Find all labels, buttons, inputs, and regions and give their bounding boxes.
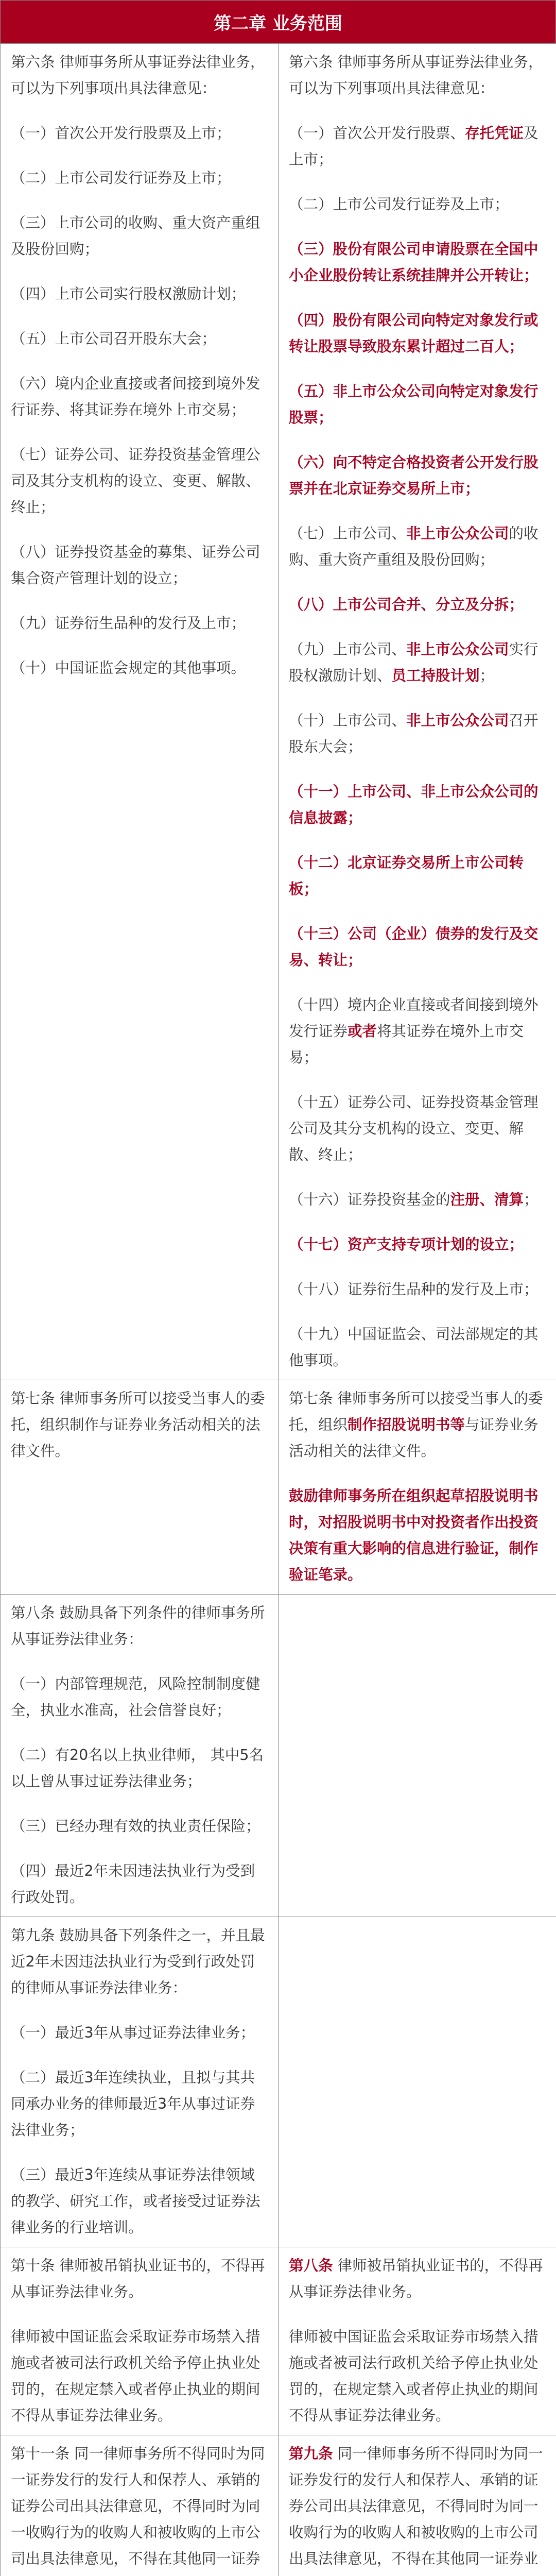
amended-text: 第九条 <box>289 2445 333 2462</box>
clause-paragraph <box>11 210 268 262</box>
amended-text: （四）股份有限公司向特定对象发行或转让股票导致股东累计超过二百人； <box>289 312 538 355</box>
clause-text: 与证券业务活动相关的法律文件。 <box>289 1416 538 1460</box>
clause-text: （二）上市公司发行证券及上市； <box>11 170 231 187</box>
amended-text: 上市公司合并、分立及分拆； <box>333 596 524 613</box>
old-version-cell <box>1 1380 279 1595</box>
amended-text: 非上市公众公司 <box>406 525 509 542</box>
clause-text: 第六条 律师事务所从事证券法律业务，可以为下列事项出具法律意见： <box>11 54 265 97</box>
old-version-cell <box>1 1917 279 2247</box>
clause-text: （九）证券衍生品种的发行及上市； <box>11 615 246 632</box>
clause-text: 将其证券在境外上市交易； <box>289 1023 524 1066</box>
clause-text: 同一律师事务所不得同时为同一证券发行的发行人和保荐人、承销的证券公司出具法律意见，不得同时为同一收购行为的收购人和被收购的上市公司出具法律意见，不得在其他同一证券业 <box>289 2445 543 2567</box>
clause-text: 第六条 律师事务所从事证券法律业务，可以为下列事项出具法律意见： <box>289 54 543 97</box>
old-version-cell <box>1 2247 279 2435</box>
new-version-cell <box>279 1380 556 1595</box>
clause-paragraph <box>289 1187 546 1213</box>
clause-paragraph <box>11 1600 268 1652</box>
clause-text: 第八条 鼓励具备下列条件的律师事务所从事证券法律业务： <box>11 1604 265 1648</box>
clause-paragraph <box>289 707 546 760</box>
clause-text: 第七条 律师事务所可以接受当事人的委托，组织制作与证券业务活动相关的法律文件。 <box>11 1390 265 1460</box>
clause-paragraph <box>289 2252 546 2305</box>
amended-text: 员工持股计划 <box>391 667 480 684</box>
clause-text: 律师被中国证监会采取证券市场禁入措施或者被司法行政机关给予停止执业处罚的，在规定禁入或者停止执业的期间不得从事证券法律业务。 <box>289 2328 538 2424</box>
chapter-title: 第二章 业务范围 <box>0 0 556 43</box>
amended-text: （十三）公司（企业）债券的发行及交易、转让； <box>289 925 538 969</box>
clause-text: （七）上市公司、 <box>289 525 407 542</box>
amended-text: 非上市公众公司 <box>406 641 509 658</box>
clause-text: （四）上市公司实行股权激励计划； <box>11 285 246 302</box>
amended-text: （十二）北京证券交易所上市公司转板； <box>289 854 524 897</box>
clause-text: （一）首次公开发行股票、 <box>289 125 465 142</box>
clause-paragraph <box>289 1321 546 1374</box>
clause-text: （一）最近3年从事过证券法律业务； <box>11 2024 255 2041</box>
clause-paragraph <box>11 655 268 681</box>
clause-paragraph <box>289 1276 546 1302</box>
amended-text: （八） <box>289 596 333 613</box>
article-row-art10 <box>1 2247 556 2435</box>
clause-text: （十九）中国证监会、司法部规定的其他事项。 <box>289 1326 538 1369</box>
new-version-cell <box>279 2247 556 2435</box>
clause-paragraph <box>11 370 268 423</box>
clause-paragraph <box>289 636 546 689</box>
clause-paragraph <box>11 2252 268 2305</box>
clause-paragraph <box>289 120 546 173</box>
clause-paragraph <box>289 2441 546 2576</box>
clause-paragraph <box>289 191 546 217</box>
clause-text: 第十条 律师被吊销执业证书的，不得再从事证券法律业务。 <box>11 2257 265 2300</box>
clause-text: 第十一条 同一律师事务所不得同时为同一证券发行的发行人和保荐人、承销的证券公司出具法律意见，不得同时为同一收购行为的收购人和被收购的上市公司出具法律意见，不得在其他同一证券 <box>11 2445 265 2567</box>
clause-paragraph <box>289 921 546 973</box>
clause-paragraph <box>289 1385 546 1464</box>
amended-text: 第八条 <box>289 2257 333 2274</box>
amended-text: （三）股份有限公司申请股票在全国中小企业股份转让系统挂牌并公开转让； <box>289 241 538 284</box>
clause-text: 的收购、重大资产重组及股份回购； <box>289 525 538 568</box>
clause-paragraph <box>11 326 268 352</box>
clause-paragraph <box>11 1922 268 2001</box>
clause-text: （三）最近3年连续从事证券法律领域的教学、研究工作，或者接受过证券法律业务的行业培训。 <box>11 2166 260 2236</box>
comparison-table <box>0 43 556 2576</box>
amended-text: 非上市公众公司 <box>406 712 509 729</box>
new-version-cell <box>279 1917 556 2247</box>
clause-text: ； <box>479 667 495 684</box>
clause-paragraph <box>289 520 546 573</box>
clause-text: （五）上市公司召开股东大会； <box>11 330 217 347</box>
clause-paragraph <box>289 378 546 431</box>
new-version-cell <box>279 1595 556 1917</box>
amended-text: 鼓励律师事务所在组织起草招股说明书时，对招股说明书中对投资者作出投资决策有重大影响的信息进行验证，制作验证笔录。 <box>289 1487 538 1583</box>
clause-paragraph <box>289 307 546 360</box>
old-version-cell <box>1 44 279 1380</box>
clause-text: （七）证券公司、证券投资基金管理公司及其分支机构的设立、变更、解散、终止； <box>11 446 260 516</box>
amended-text: 或者 <box>348 1023 377 1040</box>
new-version-cell <box>279 2435 556 2576</box>
clause-paragraph <box>11 1671 268 1723</box>
clause-paragraph <box>11 539 268 591</box>
article-row-art9 <box>1 1917 556 2247</box>
clause-text: 第七条 律师事务所可以接受当事人的委托，组织 <box>289 1390 543 1433</box>
amended-text: （十七）资产支持专项计划的设立； <box>289 1236 524 1253</box>
clause-text: （二）最近3年连续执业，且拟与其共同承办业务的律师最近3年从事过证券法律业务； <box>11 2069 255 2139</box>
clause-text: 律师被吊销执业证书的，不得再从事证券法律业务。 <box>289 2257 543 2300</box>
clause-paragraph <box>11 442 268 520</box>
clause-text: 召开股东大会； <box>289 712 538 755</box>
clause-text: （十六）证券投资基金的 <box>289 1191 450 1208</box>
clause-text: （三）已经办理有效的执业责任保险； <box>11 1818 260 1835</box>
article-row-art6 <box>1 44 556 1380</box>
clause-paragraph <box>11 610 268 636</box>
amended-text: 制作招股说明书等 <box>348 1416 465 1433</box>
clause-text: （一）首次公开发行股票及上市； <box>11 125 231 142</box>
clause-paragraph <box>11 1858 268 1910</box>
clause-paragraph <box>11 120 268 146</box>
clause-text: 实行股权激励计划、 <box>289 641 538 684</box>
clause-paragraph <box>289 1089 546 1168</box>
clause-text: （二）有20名以上执业律师， 其中5名以上曾从事过证券法律业务； <box>11 1747 264 1790</box>
clause-paragraph <box>11 165 268 191</box>
clause-text: （九）上市公司、 <box>289 641 407 658</box>
clause-paragraph <box>289 49 546 101</box>
clause-text: （六）境内企业直接或者间接到境外发行证券、将其证券在境外上市交易； <box>11 375 260 418</box>
clause-text: （十四）境内企业直接或者间接到境外发行证券 <box>289 996 538 1040</box>
clause-text: （十）中国证监会规定的其他事项。 <box>11 659 246 676</box>
clause-paragraph <box>289 449 546 502</box>
clause-paragraph <box>289 1483 546 1588</box>
clause-paragraph <box>11 2441 268 2576</box>
clause-text: （一）内部管理规范，风险控制制度健全，执业水准高，社会信誉良好； <box>11 1675 260 1719</box>
clause-paragraph <box>11 2162 268 2241</box>
clause-text: （八）证券投资基金的募集、证券公司集合资产管理计划的设立； <box>11 544 260 587</box>
clause-paragraph <box>289 778 546 831</box>
clause-text: （四）最近2年未因违法执业行为受到行政处罚。 <box>11 1862 255 1906</box>
clause-text: 第九条 鼓励具备下列条件之一，并且最近2年未因违法执业行为受到行政处罚的律师从事证券法律业务： <box>11 1927 265 1996</box>
clause-paragraph <box>289 236 546 289</box>
clause-text: （十五）证券公司、证券投资基金管理公司及其分支机构的设立、变更、解散、终止； <box>289 1094 538 1163</box>
clause-paragraph <box>289 1231 546 1258</box>
clause-text: （三）上市公司的收购、重大资产重组及股份回购； <box>11 214 260 258</box>
clause-paragraph <box>289 850 546 902</box>
clause-paragraph <box>11 49 268 101</box>
clause-paragraph <box>11 1813 268 1839</box>
clause-paragraph <box>11 1385 268 1464</box>
article-row-art8 <box>1 1595 556 1917</box>
clause-paragraph <box>11 281 268 307</box>
clause-text: 及上市； <box>289 125 538 168</box>
clause-paragraph <box>289 591 546 618</box>
clause-text: （十八）证券衍生品种的发行及上市； <box>289 1281 538 1298</box>
amended-text: （十一）上市公司、非上市公众公司的信息披露； <box>289 783 538 826</box>
clause-paragraph <box>11 2324 268 2429</box>
old-version-cell <box>1 1595 279 1917</box>
amended-text: 存托凭证 <box>465 125 524 142</box>
clause-text: （二）上市公司发行证券及上市； <box>289 196 509 213</box>
clause-text: 律师被中国证监会采取证券市场禁入措施或者被司法行政机关给予停止执业处罚的，在规定禁入或者停止执业的期间不得从事证券法律业务。 <box>11 2328 260 2424</box>
clause-text: ； <box>524 1191 538 1208</box>
article-row-art11 <box>1 2435 556 2576</box>
clause-paragraph <box>11 1742 268 1794</box>
clause-paragraph <box>11 2064 268 2143</box>
amended-text: （五）非上市公众公司向特定对象发行股票； <box>289 383 538 426</box>
old-version-cell <box>1 2435 279 2576</box>
amended-text: 注册、清算 <box>450 1191 524 1208</box>
clause-paragraph <box>11 2020 268 2046</box>
clause-paragraph <box>289 2324 546 2429</box>
amended-text: （六）向不特定合格投资者公开发行股票并在北京证券交易所上市； <box>289 454 538 497</box>
article-row-art7 <box>1 1380 556 1595</box>
clause-text: （十）上市公司、 <box>289 712 407 729</box>
clause-paragraph <box>289 992 546 1071</box>
new-version-cell <box>279 44 556 1380</box>
